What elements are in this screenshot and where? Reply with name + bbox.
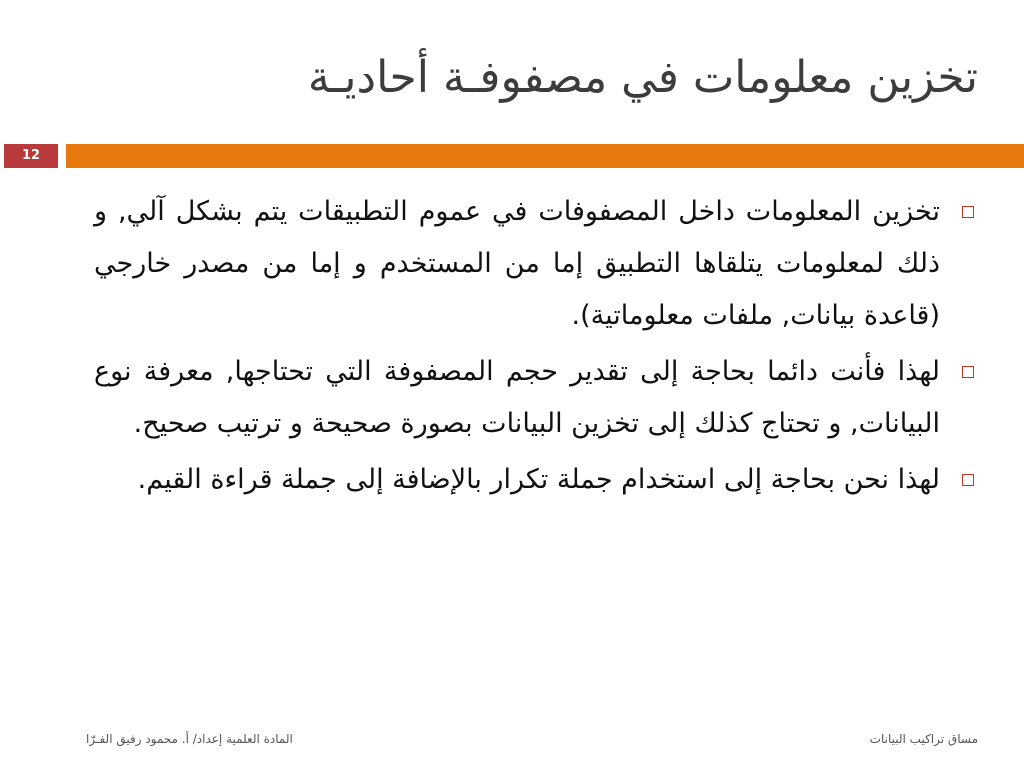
bullet-item [94,346,974,450]
square-bullet-icon [962,474,974,486]
square-bullet-icon [962,366,974,378]
bullet-item [94,186,974,342]
title-divider-bar [66,144,1024,168]
slide-number-badge: 12 [4,144,58,168]
slide-title: تخزين معلومات في مصفوفـة أحاديـة [307,52,978,103]
square-bullet-icon [962,206,974,218]
bullet-list [94,186,974,510]
bullet-text: تخزين المعلومات داخل المصفوفات في عموم التطبيقات يتم بشكل آلي, و ذلك لمعلومات يتلقاها التطبيق إما من المستخدم و إما من مصدر خارجي (قاعدة بيانات, ملفات معلوماتية). [94,196,940,331]
bullet-text: لهذا نحن بحاجة إلى استخدام جملة تكرار بالإضافة إلى جملة قراءة القيم. [137,464,940,495]
footer-author: المادة العلمية إعداد/ أ. محمود رفيق الفـرّا [86,732,293,746]
footer-course: مساق تراكيب البيانات [869,732,978,746]
bullet-item [94,454,974,506]
bullet-text: لهذا فأنت دائما بحاجة إلى تقدير حجم المصفوفة التي تحتاجها, معرفة نوع البيانات, و تحتاج كذلك إلى تخزين البيانات بصورة صحيحة و ترتيب صحيح. [94,356,940,439]
